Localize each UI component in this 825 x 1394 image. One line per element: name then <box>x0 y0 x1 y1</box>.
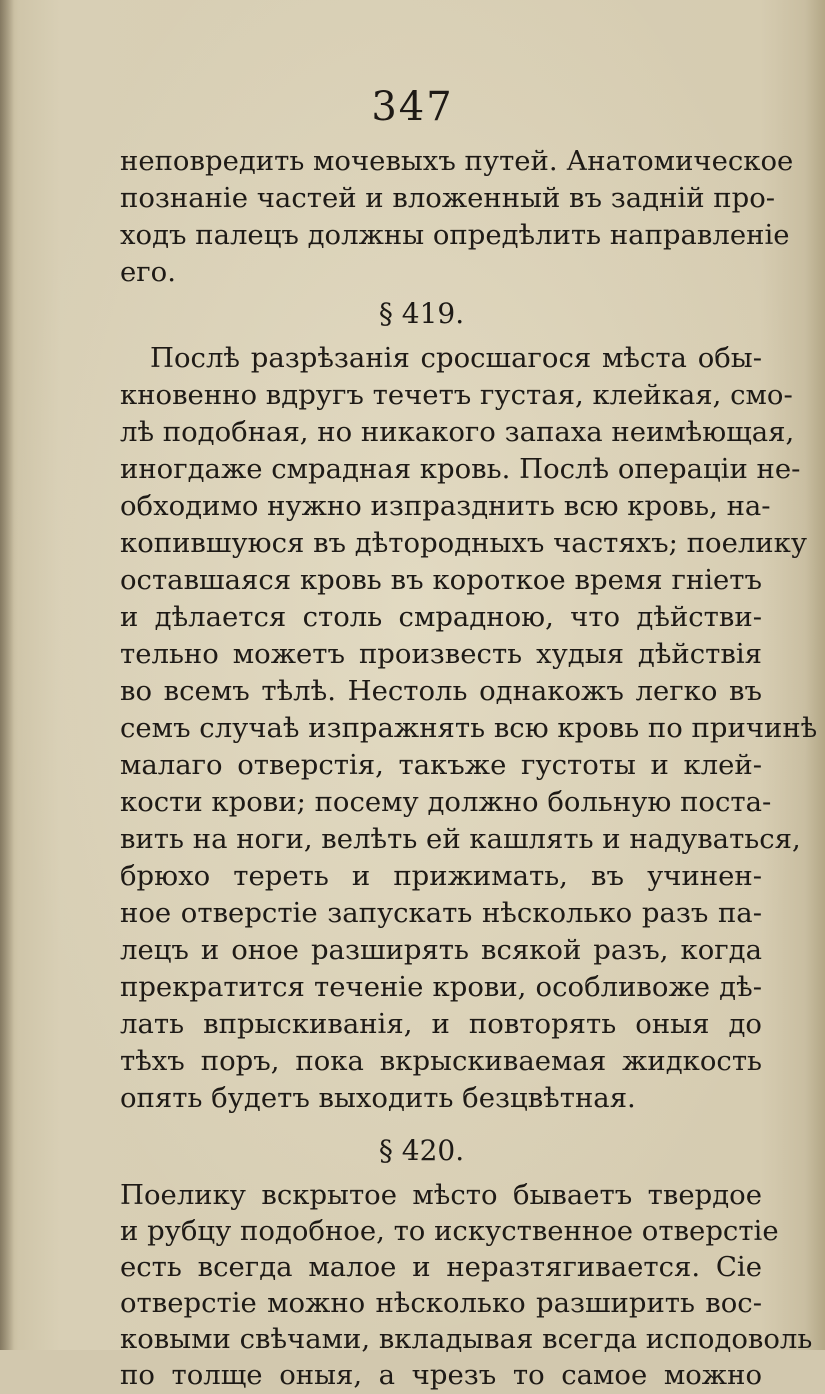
text-line: вить на ноги, велѣть ей кашлять и надуваться, <box>120 823 801 855</box>
text-line: тѣхъ поръ, пока вкрыскиваемая жидкость <box>120 1045 762 1077</box>
text-line: обходимо нужно изпразднить всю кровь, на- <box>120 490 771 522</box>
section-heading: § 419. <box>378 297 465 330</box>
text-line: кости крови; посему должно больную поста- <box>120 786 772 818</box>
text-line: кновенно вдругъ течетъ густая, клейкая, смо- <box>120 379 793 411</box>
text-line: ходъ палецъ должны опредѣлить направленіе <box>120 219 790 251</box>
text-line: неповредить мочевыхъ путей. Анатомическое <box>120 145 794 177</box>
text-line: опять будетъ выходить безцвѣтная. <box>120 1082 636 1114</box>
text-line: лецъ и оное разширять всякой разъ, когда <box>120 934 762 966</box>
text-line: брюхо тереть и прижимать, въ учинен- <box>120 860 762 892</box>
text-line: по толще оныя, а чрезъ то самое можно <box>120 1359 762 1391</box>
text-line: Поелику вскрытое мѣсто бываетъ твердое <box>120 1179 762 1211</box>
section-heading: § 420. <box>378 1134 465 1167</box>
text-line: прекратится теченіе крови, особливоже дѣ- <box>120 971 762 1003</box>
text-line: и рубцу подобное, то искуственное отверстіе <box>120 1215 779 1247</box>
text-line: есть всегда малое и неразтягивается. Сіе <box>120 1251 762 1283</box>
text-line: ковыми свѣчами, вкладывая всегда исподоволь <box>120 1323 813 1355</box>
text-line: малаго отверстія, такъже густоты и клей- <box>120 749 762 781</box>
text-line: иногдаже смрадная кровь. Послѣ операціи не- <box>120 453 801 485</box>
text-line: оставшаяся кровь въ короткое время гніетъ <box>120 564 762 596</box>
text-line: лать впрыскиванія, и повторять оныя до <box>120 1008 762 1040</box>
text-line: его. <box>120 256 176 288</box>
text-line: Послѣ разрѣзанія сросшагося мѣста обы- <box>150 342 762 374</box>
text-line: копившуюся въ дѣтородныхъ частяхъ; поелику <box>120 527 808 559</box>
page-number: 347 <box>371 84 454 130</box>
text-line: и дѣлается столь смрадною, что дѣйстви- <box>120 601 762 633</box>
text-line: познаніе частей и вложенный въ задній про- <box>120 182 776 214</box>
text-line: лѣ подобная, но никакого запаха неимѣющая, <box>120 416 795 448</box>
text-line: ное отверстіе запускать нѣсколько разъ па- <box>120 897 762 929</box>
text-line: во всемъ тѣлѣ. Нестоль однакожъ легко въ <box>120 675 762 707</box>
text-line: семъ случаѣ изпражнять всю кровь по причинѣ <box>120 712 818 744</box>
text-line: отверстіе можно нѣсколько разширить вос- <box>120 1287 762 1319</box>
text-line: тельно можетъ произвесть худыя дѣйствія <box>120 638 762 670</box>
